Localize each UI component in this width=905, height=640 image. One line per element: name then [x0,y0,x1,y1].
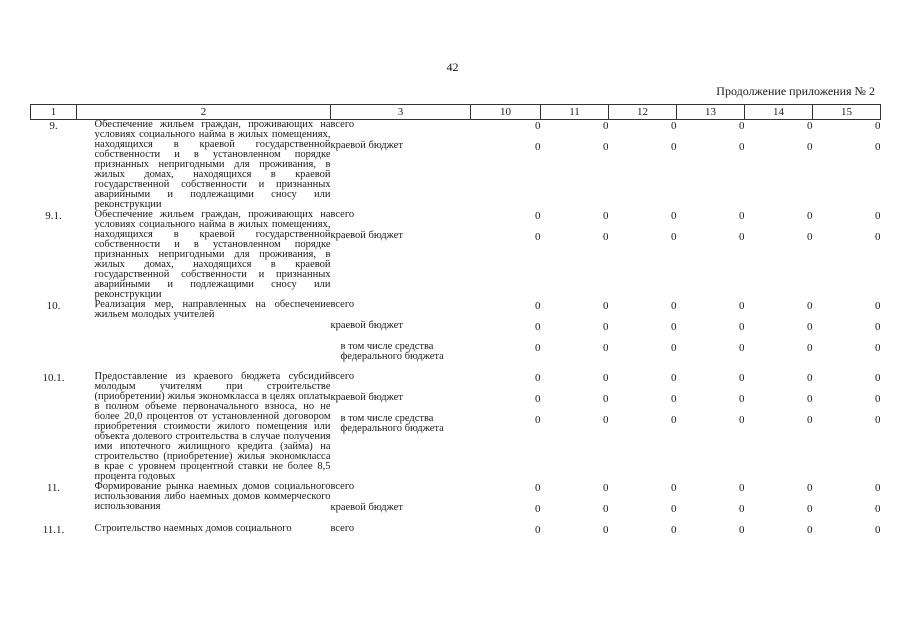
amount-value: 0 [739,372,745,384]
amount-value: 0 [671,524,677,536]
amount-value: 0 [603,231,609,243]
amount-value: 0 [671,414,677,426]
value-cell [471,372,541,482]
row-number: 11. [46,482,61,494]
amount-value: 0 [739,503,745,515]
value-cell [677,482,745,524]
amount-value: 0 [875,414,881,426]
amount-value: 0 [535,120,541,132]
funding-source-label: краевой бюджет [330,392,403,403]
amount-value: 0 [807,503,813,515]
amount-value: 0 [875,482,881,494]
amount-value: 0 [875,393,881,405]
funding-sources-cell [331,372,471,482]
amount-value: 0 [671,231,677,243]
row-description: Реализация мер, направленных на обеспечение жильем молодых учителей [94,299,331,320]
value-cell [745,120,813,211]
value-cell [541,210,609,300]
amount-value: 0 [671,393,677,405]
funding-source-label: краевой бюджет [330,140,403,151]
table-row [31,524,881,545]
value-cell [541,372,609,482]
value-cell [677,120,745,211]
amount-value: 0 [535,524,541,536]
funding-source-label: всего [330,481,355,492]
row-description-cell [77,210,331,300]
value-cell [677,524,745,545]
amount-value: 0 [875,503,881,515]
amount-value: 0 [739,393,745,405]
amount-value: 0 [807,120,813,132]
value-cell [609,482,677,524]
row-description-cell [77,300,331,372]
value-cell [471,120,541,211]
funding-source-label: в том числе средства федерального бюджета [340,413,444,434]
funding-source-label: всего [330,119,355,130]
amount-value: 0 [875,141,881,153]
value-cell [813,372,881,482]
amount-value: 0 [671,503,677,515]
amount-value: 0 [807,372,813,384]
amount-value: 0 [535,141,541,153]
amount-value: 0 [807,414,813,426]
amount-value: 0 [671,482,677,494]
funding-sources-cell [331,120,471,211]
row-description: Предоставление из краевого бюджета субсидий молодым учителям при строительстве (приобретении) жилья экономкласса в целях оплаты в полном объеме первоначального взноса, но не более 20,0 процентов от установленной договором приобретения стоимости жилого помещения или объекта долевого строительства в случае получения ими ипотечного жилищного кредита (займа) на строительство (приобретение) жилья экономкласса в крае с уровнем процентной ставки не более 8,5 процента годовых [94,371,331,482]
appendix-caption: Продолжение приложения № 2 [716,84,875,98]
row-description: Строительство наемных домов социального [94,523,292,534]
column-header: 2 [77,105,331,120]
row-description: Формирование рынка наемных домов социального использования либо наемных домов коммерческого использования [94,481,331,512]
funding-source-label: всего [330,209,355,220]
value-cell [609,524,677,545]
amount-value: 0 [535,393,541,405]
table-row [31,482,881,524]
amount-value: 0 [807,342,813,354]
value-cell [471,300,541,372]
value-cell [471,482,541,524]
value-cell [541,482,609,524]
amount-value: 0 [603,321,609,333]
amount-value: 0 [603,503,609,515]
amount-value: 0 [807,141,813,153]
amount-value: 0 [875,524,881,536]
table-row [31,120,881,211]
amount-value: 0 [739,482,745,494]
header-row [31,105,881,120]
amount-value: 0 [739,414,745,426]
value-cell [745,300,813,372]
amount-value: 0 [875,372,881,384]
table-row [31,210,881,300]
table-row [31,300,881,372]
amount-value: 0 [739,321,745,333]
column-header: 12 [609,105,677,120]
amount-value: 0 [807,210,813,222]
funding-source-label: всего [330,523,355,534]
row-number: 9.1. [45,210,62,222]
column-header: 13 [677,105,745,120]
value-cell [541,524,609,545]
amount-value: 0 [875,231,881,243]
column-header: 15 [813,105,881,120]
amount-value: 0 [603,141,609,153]
amount-value: 0 [603,372,609,384]
amount-value: 0 [875,342,881,354]
value-cell [813,482,881,524]
value-cell [745,210,813,300]
table-body [31,120,881,546]
column-header: 10 [471,105,541,120]
amount-value: 0 [671,300,677,312]
amount-value: 0 [739,120,745,132]
value-cell [609,210,677,300]
amount-value: 0 [875,321,881,333]
amount-value: 0 [603,482,609,494]
amount-value: 0 [807,321,813,333]
value-cell [609,120,677,211]
page-number: 42 [446,60,459,74]
row-description-cell [77,120,331,211]
row-description: Обеспечение жильем граждан, проживающих на условиях социального найма в жилых помещениях, находящихся в краевой государственной собственности и в установленном порядке признанных непригодными для проживания, в жилых домах, находящихся в краевой государственной собственности и признанных аварийными и подлежащими сносу или реконструкции [94,119,331,210]
amount-value: 0 [535,342,541,354]
column-header: 14 [745,105,813,120]
value-cell [677,300,745,372]
row-number: 10.1. [42,372,65,384]
amount-value: 0 [535,321,541,333]
amount-value: 0 [807,524,813,536]
amount-value: 0 [535,210,541,222]
row-number: 9. [49,120,58,132]
value-cell [677,372,745,482]
column-header: 3 [331,105,471,120]
funding-source-label: краевой бюджет [330,320,403,331]
amount-value: 0 [739,342,745,354]
amount-value: 0 [875,210,881,222]
amount-value: 0 [535,372,541,384]
amount-value: 0 [535,231,541,243]
amount-value: 0 [671,321,677,333]
amount-value: 0 [739,231,745,243]
amount-value: 0 [739,524,745,536]
value-cell [745,524,813,545]
table-row [31,372,881,482]
amount-value: 0 [739,210,745,222]
amount-value: 0 [603,210,609,222]
row-number: 10. [46,300,61,312]
funding-source-label: в том числе средства федерального бюджета [340,341,444,362]
amount-value: 0 [671,120,677,132]
amount-value: 0 [807,300,813,312]
amount-value: 0 [603,120,609,132]
funding-sources-cell [331,210,471,300]
amount-value: 0 [603,524,609,536]
value-cell [677,210,745,300]
amount-value: 0 [535,414,541,426]
amount-value: 0 [671,141,677,153]
column-header: 11 [541,105,609,120]
amount-value: 0 [535,503,541,515]
amount-value: 0 [875,300,881,312]
amount-value: 0 [535,300,541,312]
value-cell [813,120,881,211]
funding-source-label: всего [330,299,355,310]
funding-source-label: всего [330,371,355,382]
amount-value: 0 [603,342,609,354]
amount-value: 0 [671,372,677,384]
amount-value: 0 [603,393,609,405]
funding-sources-cell [331,524,471,545]
value-cell [471,210,541,300]
value-cell [745,372,813,482]
value-cell [813,524,881,545]
amount-value: 0 [535,482,541,494]
amount-value: 0 [807,231,813,243]
column-header: 1 [31,105,77,120]
value-cell [813,210,881,300]
budget-table [30,104,881,545]
amount-value: 0 [671,210,677,222]
amount-value: 0 [739,141,745,153]
value-cell [471,524,541,545]
row-description-cell [77,524,331,545]
row-description-cell [77,372,331,482]
amount-value: 0 [807,482,813,494]
amount-value: 0 [875,120,881,132]
value-cell [813,300,881,372]
row-number: 11.1. [42,524,65,536]
value-cell [541,120,609,211]
amount-value: 0 [739,300,745,312]
amount-value: 0 [671,342,677,354]
row-description-cell [77,482,331,524]
funding-sources-cell [331,482,471,524]
value-cell [745,482,813,524]
funding-sources-cell [331,300,471,372]
amount-value: 0 [603,300,609,312]
value-cell [609,372,677,482]
amount-value: 0 [603,414,609,426]
amount-value: 0 [807,393,813,405]
value-cell [541,300,609,372]
row-description: Обеспечение жильем граждан, проживающих на условиях социального найма в жилых помещениях, находящихся в краевой государственной собственности и в установленном порядке признанных непригодными для проживания, в жилых домах, находящихся в краевой государственной собственности и признанных аварийными и подлежащими сносу или реконструкции [94,209,331,300]
funding-source-label: краевой бюджет [330,502,403,513]
value-cell [609,300,677,372]
funding-source-label: краевой бюджет [330,230,403,241]
